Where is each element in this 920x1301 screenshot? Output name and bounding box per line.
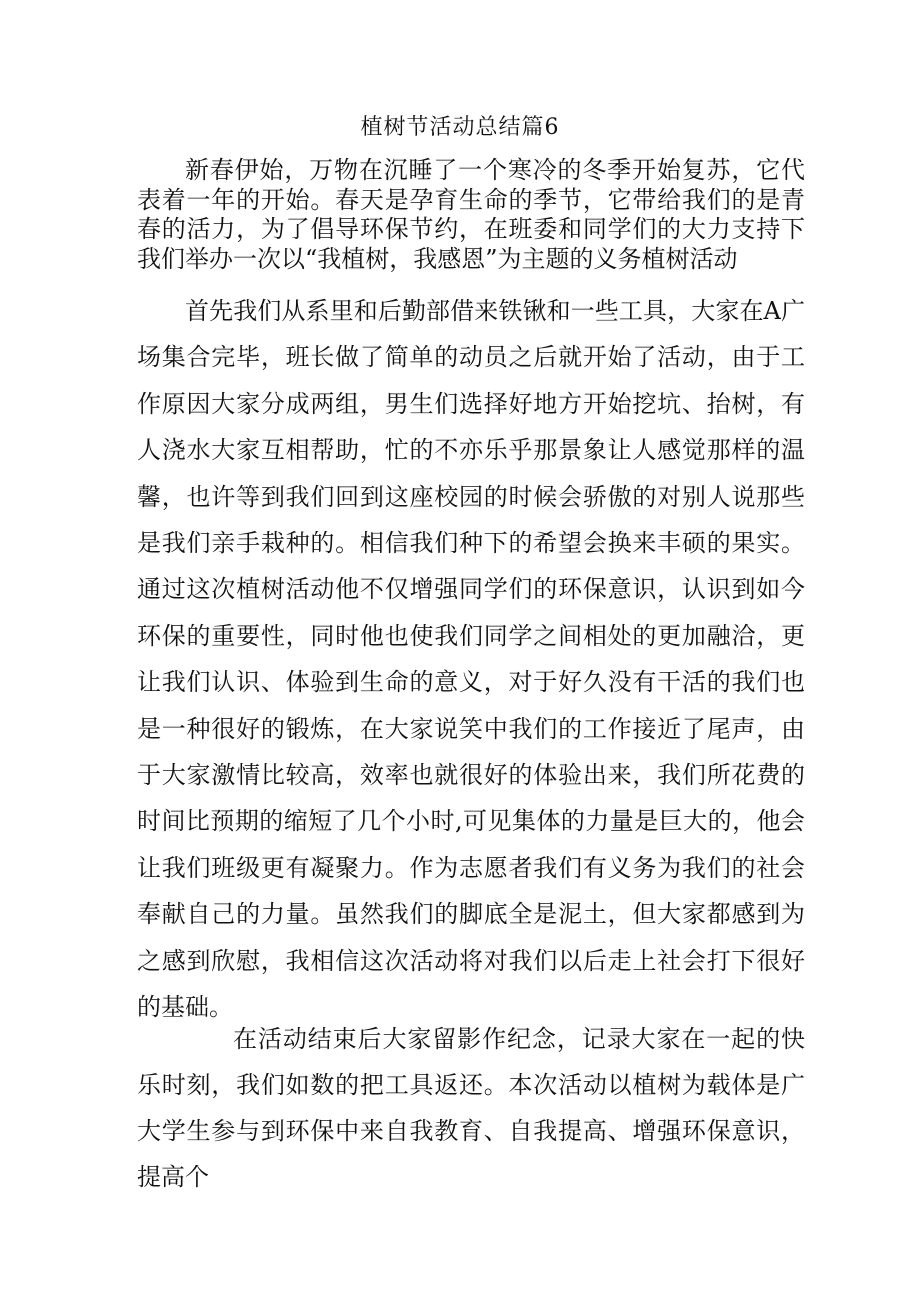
- document-title: 植树节活动总结篇6: [360, 115, 560, 140]
- paragraph-conclusion: 在活动结束后大家留影作纪念，记录大家在一起的快乐时刻，我们如数的把工具返还。本次活动以植树为载体是广大学生参与到环保中来自我教育、自我提高、增强环保意识，提高个: [137, 1025, 805, 1191]
- paragraph-activity: 首先我们从系里和后勤部借来铁锹和一些工具，大家在A广场集合完毕，班长做了简单的动员之后就开始了活动，由于工作原因大家分成两组，男生们选择好地方开始挖坑、抬树，有人浇水大家互相帮助，忙的不亦乐乎那景象让人感觉那样的温馨，也许等到我们回到这座校园的时候会骄傲的对别人说那些是我们亲手栽种的。相信我们种下的希望会换来丰硕的果实。通过这次植树活动他不仅增强同学们的环保意识，认识到如今环保的重要性，同时他也使我们同学之间相处的更加融洽，更让我们认识、体验到生命的意义，对于好久没有干活的我们也是一种很好的锻炼，在大家说笑中我们的工作接近了尾声，由于大家激情比较高，效率也就很好的体验出来，我们所花费的时间比预期的缩短了几个小时,可见集体的力量是巨大的，他会让我们班级更有凝聚力。作为志愿者我们有义务为我们的社会奉献自己的力量。虽然我们的脚底全是泥土，但大家都感到为之感到欣慰，我相信这次活动将对我们以后走上社会打下很好的基础。: [137, 297, 805, 1022]
- paragraph-intro: 新春伊始，万物在沉睡了一个寒冷的冬季开始复苏，它代表着一年的开始。春天是孕育生命的季节，它带给我们的是青春的活力，为了倡导环保节约，在班委和同学们的大力支持下我们举办一次以“我植树，我感恩”为主题的义务植树活动: [137, 156, 805, 273]
